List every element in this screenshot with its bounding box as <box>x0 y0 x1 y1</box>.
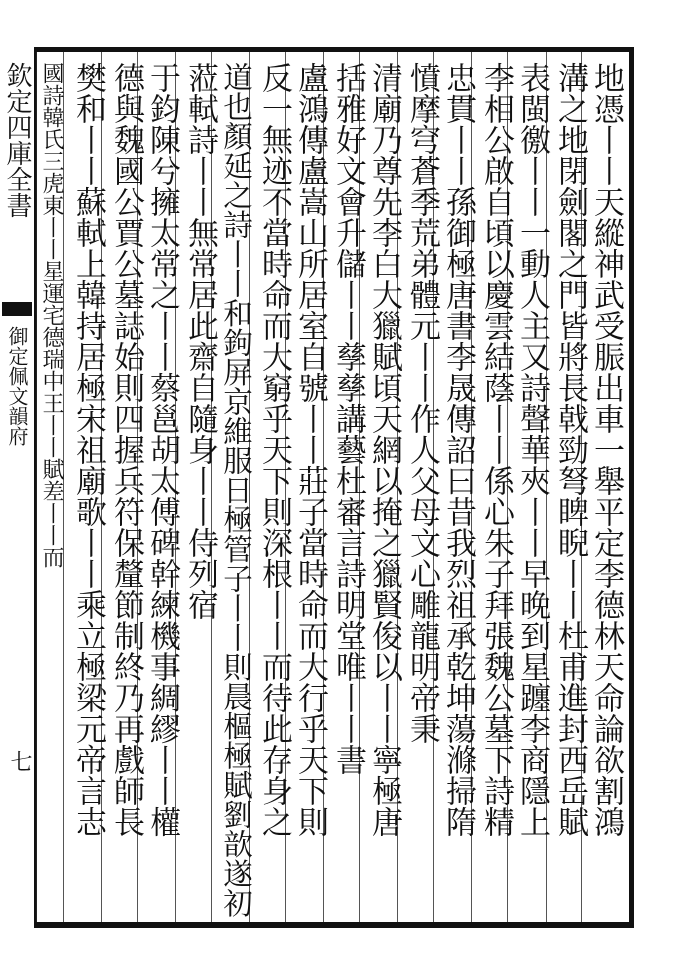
text-column: 清廟乃尊先李白大獵賦頃天網以掩之獵賢俊以丨丨寧極唐 <box>366 62 402 837</box>
text-column: 李相公啟自頃以慶雲結蔭丨丨係心朱子拜張魏公墓下詩精 <box>478 62 514 837</box>
text-column: 盧鴻傳盧嵩山所居室自號丨丨莊子當時命而大行乎天下則 <box>292 62 328 837</box>
text-column: 德與魏國公賈公墓誌始則四握兵符保釐節制終乃再戲師長 <box>108 62 144 837</box>
book-title: 欽定四庫全書 <box>2 62 32 218</box>
fishtail-mark <box>2 302 32 316</box>
frame-right-border <box>629 47 634 928</box>
text-column: 表閩徼丨丨一動人主又詩聲華夾丨丨早晚到星躔李商隱上 <box>514 62 550 837</box>
book-subtitle: 御定佩文韻府 <box>5 326 29 446</box>
text-column: 樊和丨丨蘇軾上韓持居極宋祖廟歌丨丨乘立極梁元帝言志 <box>70 62 106 837</box>
text-column: 蒞軾詩丨丨無常居此齋自隨身丨丨侍列宿 <box>182 62 218 620</box>
text-column: 反一無迹不當時命而大窮乎天下則深根丨丨而待此存身之 <box>256 62 292 837</box>
text-column: 括雅好文會升儲丨丨孳孳講藝杜審言詩明堂唯丨丨書 <box>330 62 366 775</box>
text-column: 溝之地閉劍閣之門皆將長戟勁弩睥睨丨丨杜甫進封西岳賦 <box>552 62 588 837</box>
text-column: 憤摩穹蒼季荒弟體元丨丨作人父母文心雕龍明帝秉 <box>404 62 440 744</box>
text-column: 于鈞陳兮擁太常之丨丨蔡邕胡太傅碑幹練機事綢繆丨丨權 <box>144 62 180 837</box>
page-number: 七 <box>7 750 32 772</box>
fold-line <box>36 52 37 922</box>
text-column: 國詩韓氏三虎東丨丨星運宅德瑞中王丨丨賦差丨丨而 <box>39 62 64 568</box>
text-column: 道也顏延之詩丨丨和鉤屏京維服日極管子丨丨則晨樞極賦劉歆遂初 <box>219 62 253 918</box>
frame-top-border <box>34 47 634 52</box>
text-column: 忠貫丨丨孫御極唐書李晟傳詔曰昔我烈祖承乾坤蕩滌掃隋 <box>440 62 476 837</box>
text-column: 地憑丨丨天縱神武受脤出車一舉平定李德林天命論欲割鴻 <box>588 62 624 837</box>
frame-bottom-border <box>34 922 634 928</box>
